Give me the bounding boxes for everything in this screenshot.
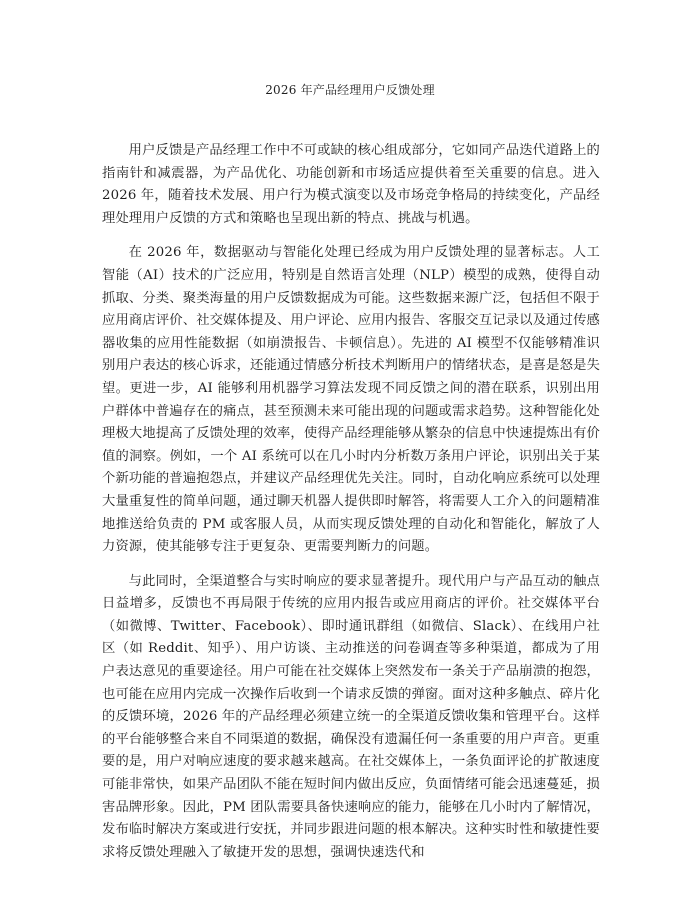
paragraph-intro: 用户反馈是产品经理工作中不可或缺的核心组成部分，它如同产品迭代道路上的指南针和减震器，为产品优化、功能创新和市场适应提供着至关重要的信息。进入 2026 年，随着技术发展、用户行为模式演变以及市场竞争格局的持续变化，产品经理处理用户反馈的方式和策略也呈现出新的特点、挑战与机遇。 [102,143,600,226]
paragraph-ai-processing: 在 2026 年，数据驱动与智能化处理已经成为用户反馈处理的显著标志。人工智能（AI）技术的广泛应用，特别是自然语言处理（NLP）模型的成熟，使得自动抓取、分类、聚类海量的用户反馈数据成为可能。这些数据来源广泛，包括但不限于应用商店评价、社交媒体提及、用户评论、应用内报告、客服交互记录以及通过传感器收集的应用性能数据（如崩溃报告、卡顿信息）。先进的 AI 模型不仅能够精准识别用户表达的核心诉求，还能通过情感分析技术判断用户的情绪状态，是喜是怒是失望。更进一步，AI 能够利用机器学习算法发现不同反馈之间的潜在联系，识别出用户群体中普遍存在的痛点，甚至预测未来可能出现的问题或需求趋势。这种智能化处理极大地提高了反馈处理的效率，使得产品经理能够从繁杂的信息中快速提炼出有价值的洞察。例如，一个 AI 系统可以在几小时内分析数万条用户评论，识别出关于某个新功能的普遍抱怨点，并建议产品经理优先关注。同时，自动化响应系统可以处理大量重复性的简单问题，通过聊天机器人提供即时解答，将需要人工介入的问题精准地推送给负责的 PM 或客服人员，从而实现反馈处理的自动化和智能化，解放了人力资源，使其能够专注于更复杂、更需要判断力的问题。 [102,245,600,555]
document-title: 2026 年产品经理用户反馈处理 [265,83,435,97]
paragraph-omnichannel: 与此同时，全渠道整合与实时响应的要求显著提升。现代用户与产品互动的触点日益增多，反馈也不再局限于传统的应用内报告或应用商店的评价。社交媒体平台（如微博、Twitter、Facebook）、即时通讯群组（如微信、Slack）、在线用户社区（如 Reddit、知乎）、用户访谈、主动推送的问卷调查等多种渠道，都成为了用户表达意见的重要途径。用户可能在社交媒体上突然发布一条关于产品崩溃的抱怨，也可能在应用内完成一次操作后收到一个请求反馈的弹窗。面对这种多触点、碎片化的反馈环境，2026 年的产品经理必须建立统一的全渠道反馈收集和管理平台。这样的平台能够整合来自不同渠道的数据，确保没有遗漏任何一条重要的用户声音。更重要的是，用户对响应速度的要求越来越高。在社交媒体上，一条负面评论的扩散速度可能非常快，如果产品团队不能在短时间内做出反应，负面情绪可能会迅速蔓延，损害品牌形象。因此，PM 团队需要具备快速响应的能力，能够在几小时内了解情况，发布临时解决方案或进行安抚，并同步跟进问题的根本解决。这种实时性和敏捷性要求将反馈处理融入了敏捷开发的思想，强调快速迭代和 [102,573,600,860]
document-body [102,140,600,876]
